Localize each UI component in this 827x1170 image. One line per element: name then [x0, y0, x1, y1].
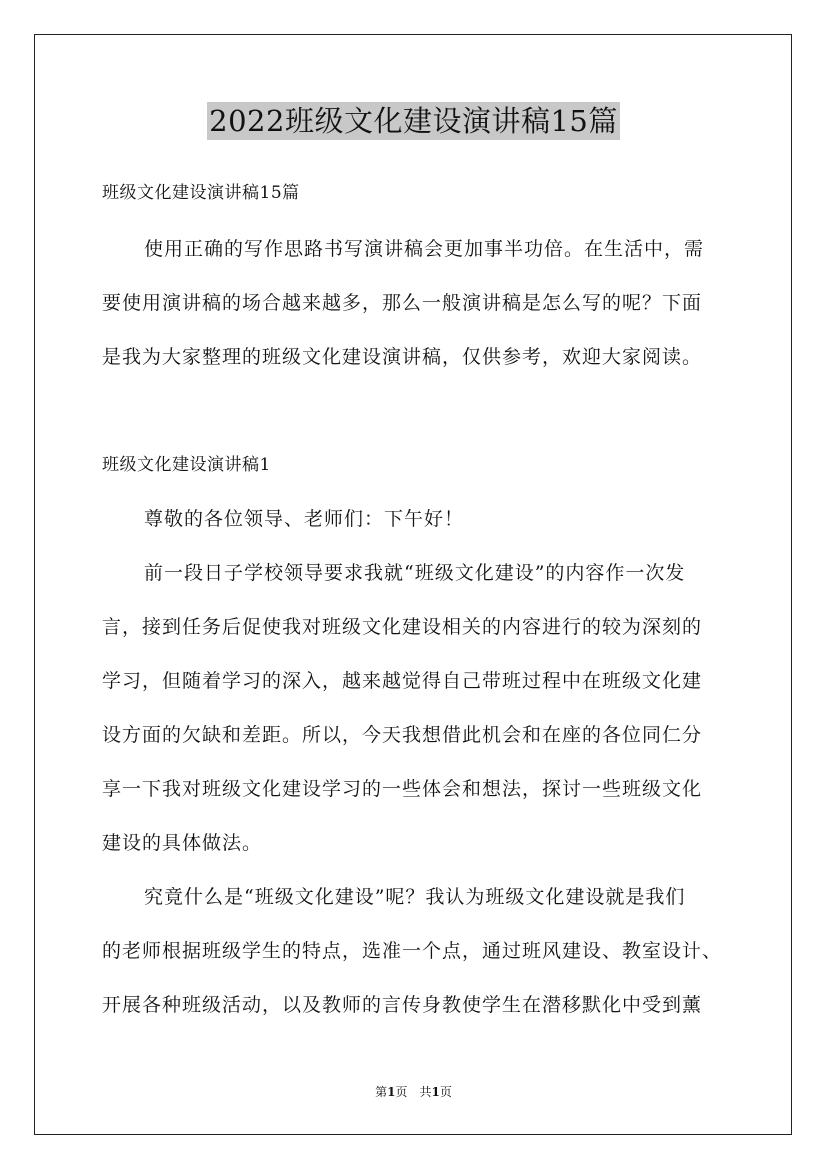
paragraph-line: 学习，但随着学习的深入，越来越觉得自己带班过程中在班级文化建 — [102, 670, 703, 692]
paragraph-line: 享一下我对班级文化建设学习的一些体会和想法，探讨一些班级文化 — [102, 778, 703, 800]
page-footer — [0, 1084, 827, 1100]
paragraph-line: 开展各种班级活动，以及教师的言传身教使学生在潜移默化中受到薰 — [102, 994, 703, 1016]
paragraph-line: 究竟什么是“班级文化建设”呢？我认为班级文化建设就是我们 — [144, 886, 686, 908]
intro-line: 要使用演讲稿的场合越来越多，那么一般演讲稿是怎么写的呢？下面 — [102, 292, 703, 314]
document-title: 2022班级文化建设演讲稿15篇 — [209, 104, 618, 138]
paragraph-line: 建设的具体做法。 — [102, 832, 263, 854]
paragraph-line: 设方面的欠缺和差距。所以，今天我想借此机会和在座的各位同仁分 — [102, 724, 703, 746]
page-suffix: 页 — [439, 1085, 452, 1099]
page-total: 1 — [431, 1085, 440, 1099]
greeting-line: 尊敬的各位领导、老师们：下午好！ — [144, 508, 465, 530]
title-container — [0, 102, 827, 140]
paragraph-line: 前一段日子学校领导要求我就“班级文化建设”的内容作一次发 — [144, 562, 686, 584]
page-mid: 页 共 — [395, 1085, 432, 1099]
page-prefix: 第 — [375, 1085, 388, 1099]
section-heading: 班级文化建设演讲稿1 — [102, 455, 271, 475]
document-heading: 班级文化建设演讲稿15篇 — [102, 183, 300, 203]
paragraph-line: 的老师根据班级学生的特点，选准一个点，通过班风建设、教室设计、 — [102, 940, 723, 962]
intro-line: 使用正确的写作思路书写演讲稿会更加事半功倍。在生活中，需 — [144, 238, 705, 260]
paragraph-line: 言，接到任务后促使我对班级文化建设相关的内容进行的较为深刻的 — [102, 616, 703, 638]
intro-line: 是我为大家整理的班级文化建设演讲稿，仅供参考，欢迎大家阅读。 — [102, 346, 703, 368]
page-number: 1 — [387, 1085, 396, 1099]
